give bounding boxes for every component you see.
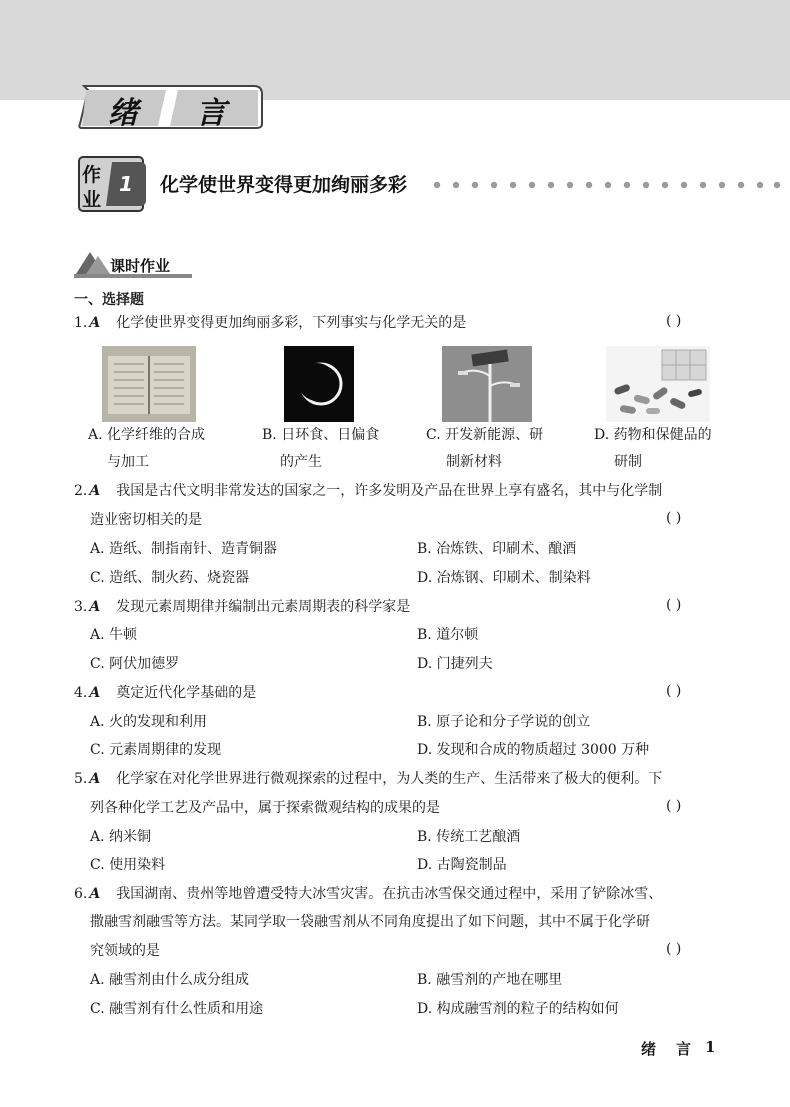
- footer-chapter-char-2: 言: [676, 1040, 692, 1058]
- q1-option-a-line2: 与加工: [107, 454, 149, 470]
- chapter-char-2: 言: [196, 96, 226, 131]
- q3-option-d: D. 门捷列夫: [417, 656, 493, 672]
- q4-option-a: A. 火的发现和利用: [90, 714, 208, 730]
- question-number: 1.: [74, 315, 88, 331]
- question-number: 5.: [74, 771, 88, 787]
- question-text: 化学使世界变得更加绚丽多彩，下列事实与化学无关的是: [116, 315, 467, 331]
- homework-title: 化学使世界变得更加绚丽多彩: [160, 174, 408, 196]
- question-number: 6.: [74, 886, 88, 902]
- question-6-stem-line2: 撒融雪剂融雪等方法。某同学取一袋融雪剂从不同角度提出了如下问题，其中不属于化学研: [90, 914, 650, 930]
- q1-option-c-line2: 制新材料: [446, 454, 502, 470]
- difficulty-level: A: [89, 886, 101, 902]
- chapter-char-1: 绪: [108, 96, 138, 131]
- footer-chapter-char-1: 绪: [641, 1040, 657, 1058]
- question-1-stem: [74, 313, 466, 333]
- answer-blank: ( ): [666, 313, 682, 329]
- answer-blank: ( ): [666, 683, 682, 699]
- q6-option-c: C. 融雪剂有什么性质和用途: [90, 1001, 264, 1017]
- q1-option-c-line1: C. 开发新能源、研: [426, 427, 544, 443]
- homework-number: 1: [119, 172, 133, 196]
- section-heading: [74, 248, 192, 278]
- page-number: 1: [705, 1038, 716, 1056]
- question-3-stem: [74, 597, 410, 617]
- book-photo: [102, 346, 196, 422]
- q2-option-b: B. 冶炼铁、印刷术、酿酒: [417, 541, 577, 557]
- difficulty-level: A: [89, 599, 101, 615]
- homework-label-bottom: 业: [82, 189, 102, 211]
- q3-option-b: B. 道尔顿: [417, 627, 479, 643]
- pills-photo: [606, 346, 710, 422]
- question-number: 2.: [74, 483, 88, 499]
- question-text: 发现元素周期律并编制出元素周期表的科学家是: [116, 599, 411, 615]
- difficulty-level: A: [89, 483, 101, 499]
- q1-option-b-line1: B. 日环食、日偏食: [262, 427, 380, 443]
- question-2-stem-line2: 造业密切相关的是: [90, 512, 202, 528]
- difficulty-level: A: [89, 771, 101, 787]
- q6-option-d: D. 构成融雪剂的粒子的结构如何: [417, 1001, 619, 1017]
- solar-streetlight-photo: [442, 346, 532, 422]
- q3-option-a: A. 牛顿: [90, 627, 138, 643]
- homework-badge: [78, 156, 150, 214]
- question-4-stem: [74, 683, 256, 703]
- answer-blank: ( ): [666, 510, 682, 526]
- dotted-separator: [432, 180, 782, 190]
- q5-option-b: B. 传统工艺酿酒: [417, 829, 521, 845]
- q4-option-c: C. 元素周期律的发现: [90, 742, 222, 758]
- question-number: 3.: [74, 599, 88, 615]
- q1-option-a-line1: A. 化学纤维的合成: [88, 427, 206, 443]
- question-6-stem: [74, 884, 662, 904]
- homework-label-top: 作: [82, 164, 102, 186]
- q4-option-b: B. 原子论和分子学说的创立: [417, 714, 591, 730]
- q1-option-d-line1: D. 药物和保健品的: [594, 427, 712, 443]
- question-text: 我国是古代文明非常发达的国家之一，许多发明及产品在世界上享有盛名，其中与化学制: [116, 483, 663, 499]
- question-number: 4.: [74, 685, 88, 701]
- question-5-stem-line2: 列各种化学工艺及产品中，属于探索微观结构的成果的是: [90, 800, 440, 816]
- q2-option-c: C. 造纸、制火药、烧瓷器: [90, 570, 250, 586]
- answer-blank: ( ): [666, 941, 682, 957]
- question-6-stem-line3: 究领域的是: [90, 943, 160, 959]
- question-5-stem: [74, 769, 662, 789]
- q2-option-a: A. 造纸、制指南针、造青铜器: [90, 541, 278, 557]
- question-2-stem: [74, 481, 662, 501]
- q1-option-b-line2: 的产生: [280, 454, 322, 470]
- q4-option-d: D. 发现和合成的物质超过 3000 万种: [417, 742, 650, 758]
- question-text: 奠定近代化学基础的是: [116, 685, 257, 701]
- answer-blank: ( ): [666, 798, 682, 814]
- difficulty-level: A: [89, 315, 101, 331]
- answer-blank: ( ): [666, 597, 682, 613]
- q1-option-d-line2: 研制: [614, 454, 642, 470]
- q5-option-a: A. 纳米铜: [90, 829, 152, 845]
- section-label: 课时作业: [110, 257, 171, 275]
- chapter-title-tab: [78, 82, 264, 132]
- question-text: 化学家在对化学世界进行微观探索的过程中，为人类的生产、生活带来了极大的便利。下: [116, 771, 663, 787]
- part-title: 一、选择题: [74, 292, 144, 308]
- difficulty-level: A: [89, 685, 101, 701]
- q5-option-c: C. 使用染料: [90, 857, 166, 873]
- chapter-tab-shape: [78, 82, 264, 132]
- q5-option-d: D. 古陶瓷制品: [417, 857, 507, 873]
- q2-option-d: D. 冶炼钢、印刷术、制染料: [417, 570, 591, 586]
- q3-option-c: C. 阿伏加德罗: [90, 656, 180, 672]
- q6-option-a: A. 融雪剂由什么成分组成: [90, 972, 250, 988]
- eclipse-photo: [284, 346, 354, 422]
- q6-option-b: B. 融雪剂的产地在哪里: [417, 972, 563, 988]
- question-text: 我国湖南、贵州等地曾遭受特大冰雪灾害。在抗击冰雪保交通过程中，采用了铲除冰雪、: [116, 886, 663, 902]
